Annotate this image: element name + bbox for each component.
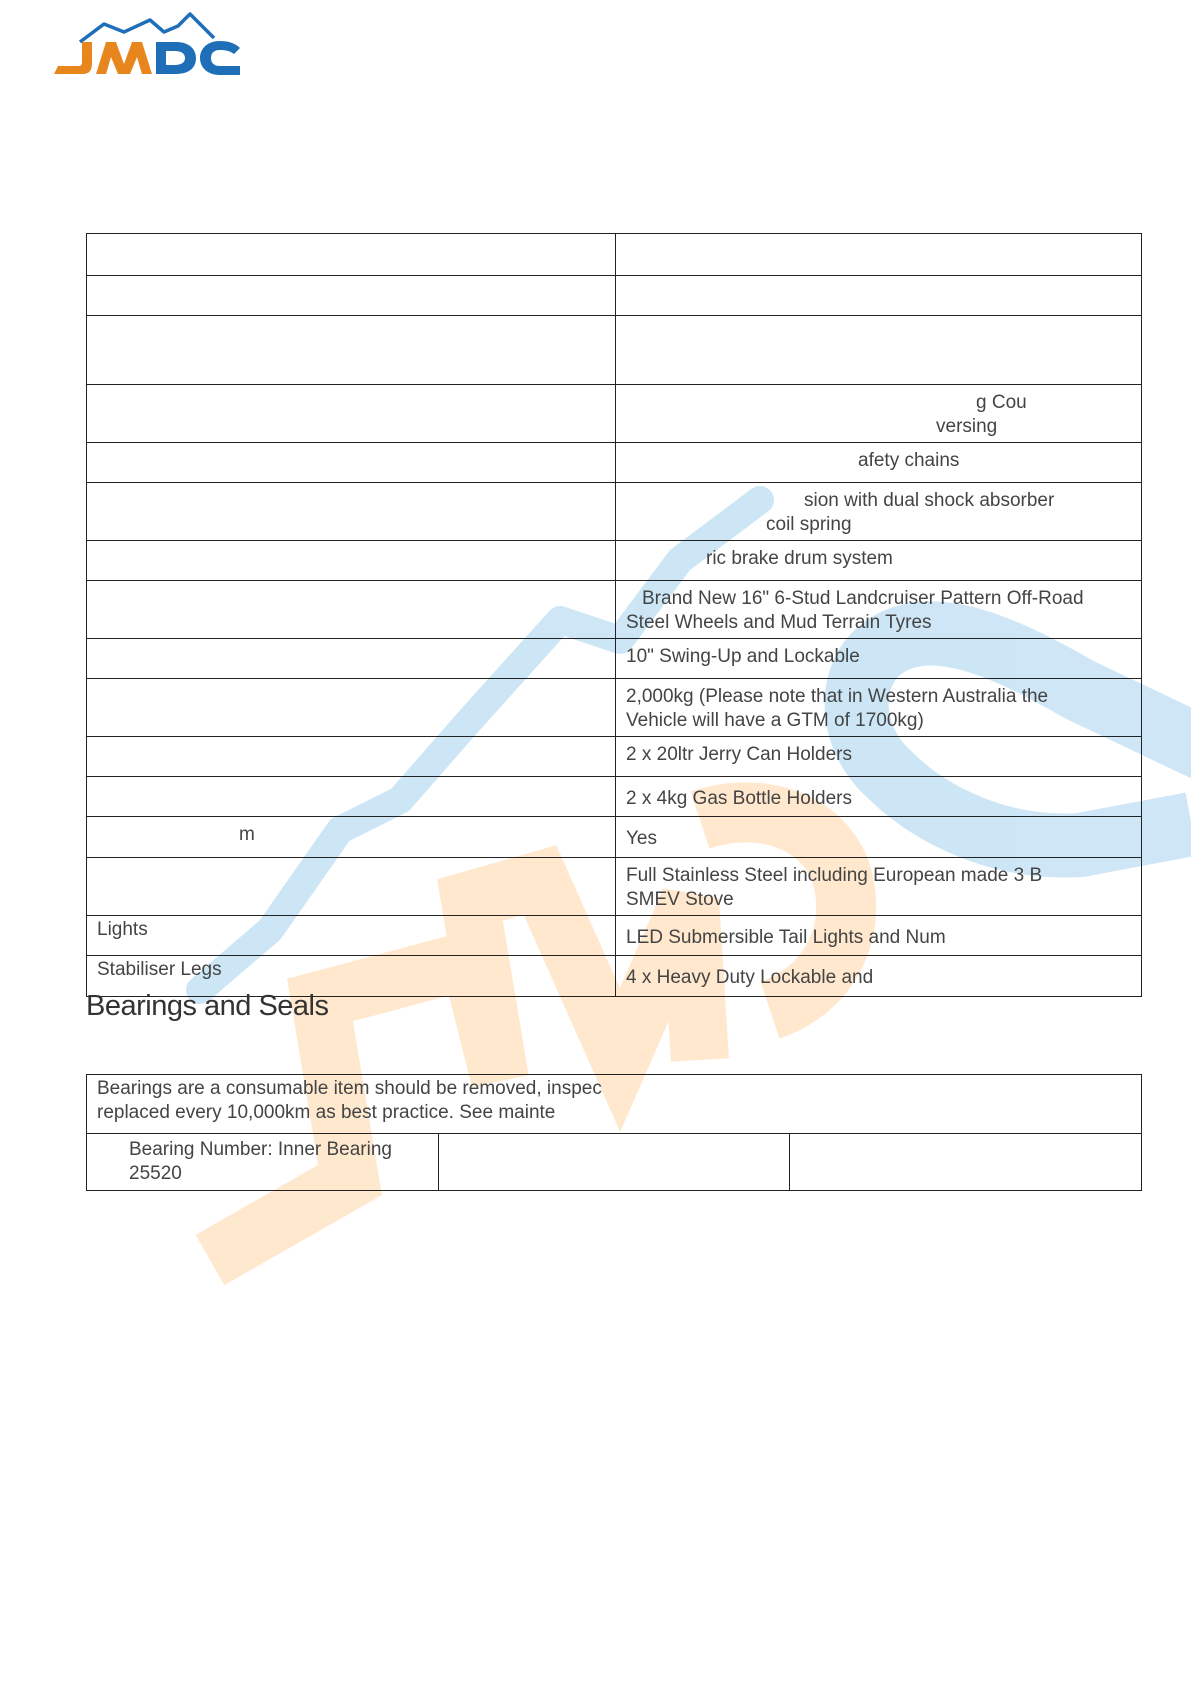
spec-value: afety chains xyxy=(616,443,1142,483)
spec-value: ric brake drum system xyxy=(616,541,1142,581)
spec-value-line: Vehicle will have a GTM of 1700kg) xyxy=(626,710,924,731)
spec-label xyxy=(87,316,616,385)
spec-value xyxy=(616,858,1142,916)
bearings-note xyxy=(87,1075,1142,1134)
logo-letter-d xyxy=(156,42,196,74)
spec-value xyxy=(616,234,1142,276)
table-row xyxy=(87,483,1142,541)
table-row xyxy=(87,581,1142,639)
spec-label xyxy=(87,276,616,316)
spec-value-line: SMEV Stove xyxy=(626,889,734,910)
spec-label: Lights xyxy=(87,916,616,956)
spec-value-line: 2,000kg (Please note that in Western Australia the xyxy=(626,686,1049,707)
spec-value-line: coil spring xyxy=(766,514,852,535)
spec-label xyxy=(87,777,616,817)
spec-label xyxy=(87,639,616,679)
logo-letter-c xyxy=(200,41,240,75)
spec-value: 4 x Heavy Duty Lockable and xyxy=(616,956,1142,997)
logo-letter-m xyxy=(96,42,152,74)
table-row xyxy=(87,737,1142,777)
spec-value xyxy=(616,316,1142,385)
logo-mountain-line xyxy=(80,14,214,42)
spec-label xyxy=(87,679,616,737)
table-row xyxy=(87,679,1142,737)
logo-letter-j xyxy=(54,42,92,74)
spec-label xyxy=(87,385,616,443)
spec-value xyxy=(616,581,1142,639)
bearings-note-line: replaced every 10,000km as best practice. See mainte xyxy=(97,1102,556,1123)
table-row xyxy=(87,1134,1142,1191)
spec-value: Yes xyxy=(616,817,1142,858)
spec-label xyxy=(87,858,616,916)
spec-value xyxy=(616,276,1142,316)
spec-label xyxy=(87,581,616,639)
table-row xyxy=(87,443,1142,483)
spec-value-line: versing xyxy=(936,416,998,437)
table-row xyxy=(87,916,1142,956)
spec-value-line: Full Stainless Steel including European made 3 B xyxy=(626,865,1043,886)
table-row xyxy=(87,639,1142,679)
spec-value-line: g Cou xyxy=(976,392,1027,413)
table-row xyxy=(87,1075,1142,1134)
bearing-number: Bearing Number: Inner Bearing 25520 xyxy=(87,1134,439,1191)
spec-table xyxy=(86,233,1142,997)
table-row xyxy=(87,817,1142,858)
spec-value-line: Brand New 16" 6-Stud Landcruiser Pattern Off-Road xyxy=(642,588,1084,609)
table-row xyxy=(87,316,1142,385)
table-row xyxy=(87,777,1142,817)
table-row xyxy=(87,541,1142,581)
spec-value: LED Submersible Tail Lights and Num xyxy=(616,916,1142,956)
spec-label: m xyxy=(87,817,616,858)
spec-value xyxy=(616,483,1142,541)
spec-value-line: sion with dual shock absorber xyxy=(804,490,1055,511)
table-row xyxy=(87,385,1142,443)
spec-value xyxy=(616,679,1142,737)
spec-value xyxy=(616,385,1142,443)
spec-value: 2 x 4kg Gas Bottle Holders xyxy=(616,777,1142,817)
section-title: Bearings and Seals xyxy=(86,990,329,1022)
spec-value-line: Steel Wheels and Mud Terrain Tyres xyxy=(626,612,932,633)
spec-label xyxy=(87,541,616,581)
table-row xyxy=(87,276,1142,316)
spec-label xyxy=(87,443,616,483)
spec-value: 10" Swing-Up and Lockable xyxy=(616,639,1142,679)
table-row xyxy=(87,234,1142,276)
spec-label: Stabiliser Legs xyxy=(87,956,616,997)
bearings-table xyxy=(86,1074,1142,1191)
spec-value: 2 x 20ltr Jerry Can Holders xyxy=(616,737,1142,777)
spec-label xyxy=(87,737,616,777)
bearing-cell xyxy=(790,1134,1142,1191)
bearing-cell xyxy=(438,1134,790,1191)
spec-label xyxy=(87,483,616,541)
bearings-note-line: Bearings are a consumable item should be removed, inspec xyxy=(97,1078,602,1099)
spec-label xyxy=(87,234,616,276)
table-row xyxy=(87,858,1142,916)
mdc-logo xyxy=(52,12,242,82)
